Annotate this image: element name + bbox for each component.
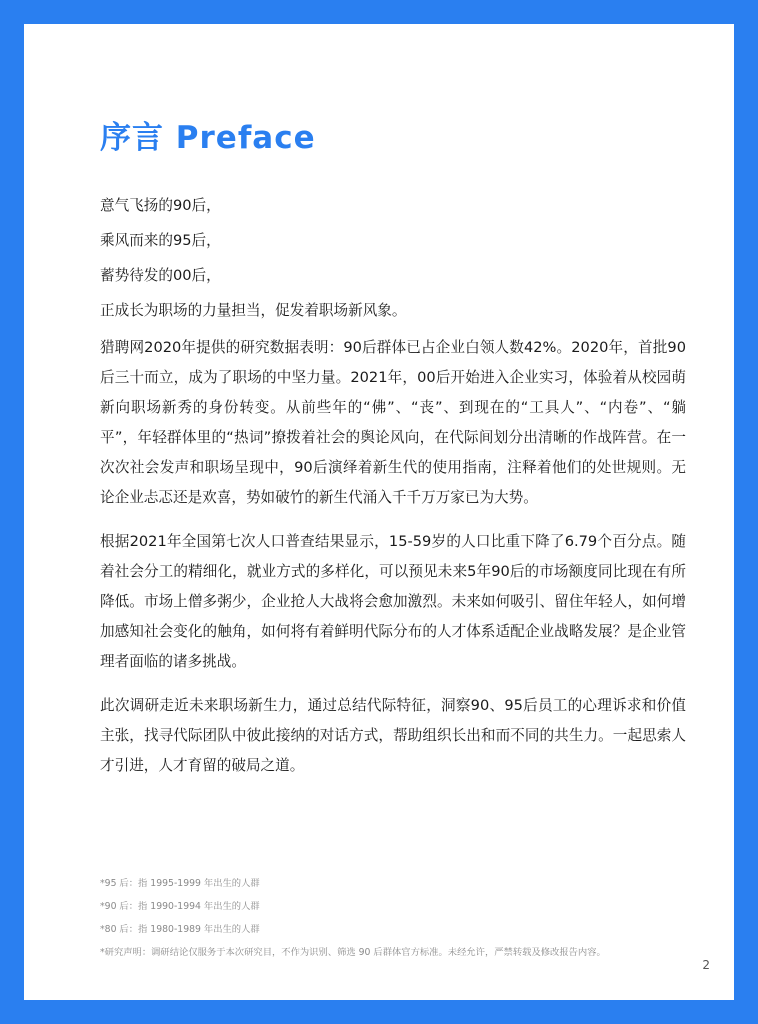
- intro-line-3: 蓄势待发的00后，: [100, 267, 221, 284]
- paragraph-2: 根据2021年全国第七次人口普查结果显示，15-59岁的人口比重下降了6.79个百分点。随着社会分工的精细化，就业方式的多样化，可以预见未来5年90后的市场额度同比现在有所降低。市场上僧多粥少，企业抢人大战将会愈加激烈。未来如何吸引、留住年轻人，如何增加感知社会变化的触角，如何将有着鲜明代际分布的人才体系适配企业战略发展？是企业管理者面临的诸多挑战。: [100, 533, 686, 670]
- page-number: 2: [702, 958, 710, 972]
- paragraph-1: 猎聘网2020年提供的研究数据表明：90后群体已占企业白领人数42%。2020年，首批90后三十而立，成为了职场的中坚力量。2021年，00后开始进入企业实习，体验着从校园萌新向职场新秀的身份转变。从前些年的“佛”、“丧”、到现在的“工具人”、“内卷”、“躺平”，年轻群体里的“热词”撩拨着社会的舆论风向，在代际间划分出清晰的作战阵营。在一次次社会发声和职场呈现中，90后演绎着新生代的使用指南，注释着他们的处世规则。无论企业忐忑还是欢喜，势如破竹的新生代涌入千千万万家已为大势。: [100, 339, 686, 506]
- intro-line-2: 乘风而来的95后，: [100, 232, 221, 249]
- intro-line-4: 正成长为职场的力量担当，促发着职场新风象。: [100, 302, 407, 319]
- footnote-95: *95 后：指 1995-1999 年出生的人群: [100, 878, 260, 889]
- document-page: [24, 24, 734, 1000]
- research-disclaimer: *研究声明：调研结论仅服务于本次研究目，不作为识别、筛选 90 后群体官方标准。未经允许，严禁转载及修改报告内容。: [100, 947, 606, 958]
- intro-line-1: 意气飞扬的90后，: [100, 197, 221, 214]
- footnote-90: *90 后：指 1990-1994 年出生的人群: [100, 901, 260, 912]
- preface-body: [100, 193, 686, 795]
- page-title: 序言 Preface: [100, 120, 316, 156]
- paragraph-3: 此次调研走近未来职场新生力，通过总结代际特征，洞察90、95后员工的心理诉求和价值主张，找寻代际团队中彼此接纳的对话方式，帮助组织长出和而不同的共生力。一起思索人才引进，人才育留的破局之道。: [100, 697, 686, 774]
- footnotes: [100, 872, 700, 964]
- footnote-80: *80 后：指 1980-1989 年出生的人群: [100, 924, 260, 935]
